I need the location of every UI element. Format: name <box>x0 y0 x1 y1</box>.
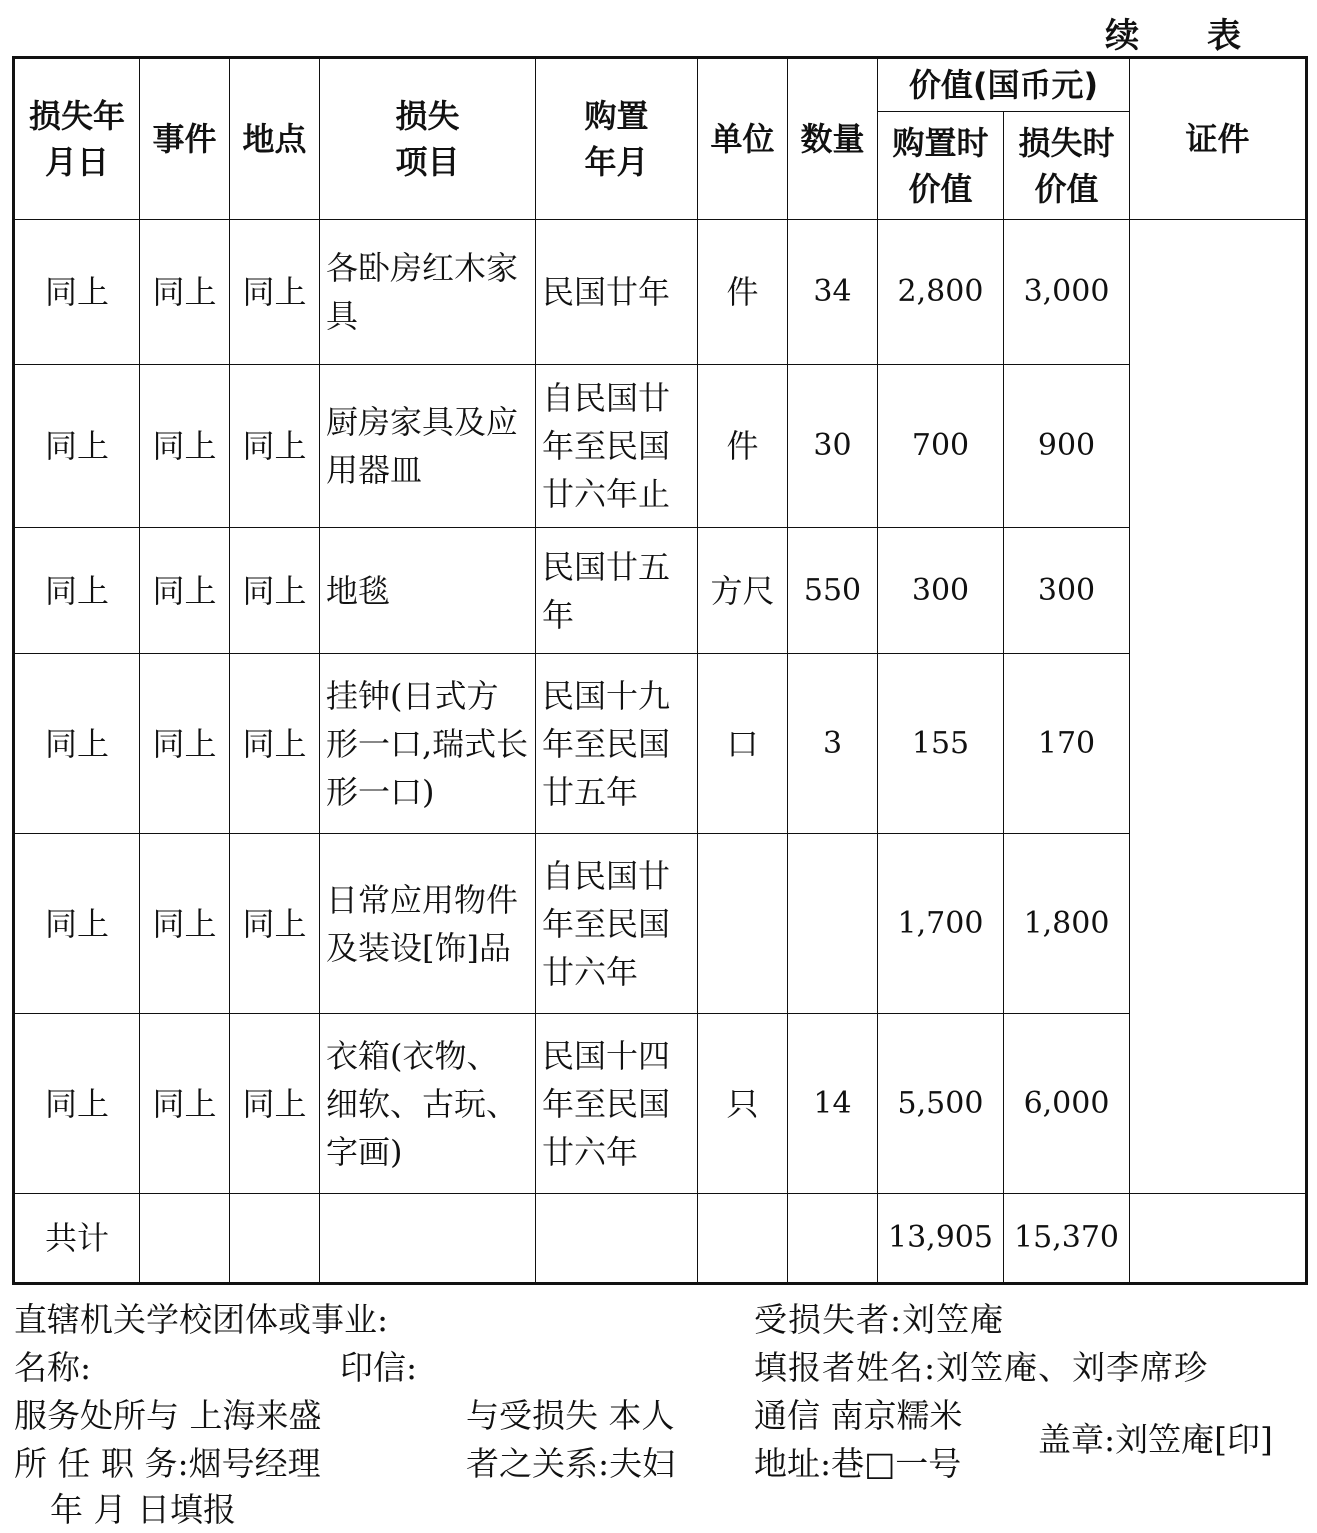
table-row <box>14 834 1307 1014</box>
cell-event: 同上 <box>140 654 230 834</box>
cell-place: 同上 <box>230 1014 320 1194</box>
cell-quantity: 3 <box>788 654 878 834</box>
header-date: 损失年 月日 <box>14 58 140 220</box>
cell-quantity: 34 <box>788 220 878 365</box>
cell-date: 同上 <box>14 1014 140 1194</box>
continued-table-label: 续 表 <box>1105 16 1269 56</box>
total-empty-cell <box>536 1194 698 1284</box>
form-footer <box>14 1298 1309 1528</box>
cell-quantity <box>788 834 878 1014</box>
table-row <box>14 1014 1307 1194</box>
cell-value-purchase: 1,700 <box>878 834 1004 1014</box>
seal-label: 印信: <box>340 1348 418 1387</box>
total-label: 共计 <box>14 1194 140 1284</box>
cell-event: 同上 <box>140 365 230 528</box>
cell-date: 同上 <box>14 220 140 365</box>
cell-value-purchase: 5,500 <box>878 1014 1004 1194</box>
cell-quantity: 14 <box>788 1014 878 1194</box>
cell-place: 同上 <box>230 654 320 834</box>
cell-quantity: 550 <box>788 528 878 654</box>
address-line-1: 通信 南京糯米 <box>754 1396 963 1435</box>
loss-table <box>12 56 1308 1285</box>
cell-place: 同上 <box>230 220 320 365</box>
cell-item: 日常应用物件及装设[饰]品 <box>320 834 536 1014</box>
cell-purchase-date: 民国十四年至民国廿六年 <box>536 1014 698 1194</box>
table-row <box>14 654 1307 834</box>
relation-value: 者之关系:夫妇 <box>466 1444 676 1483</box>
header-value-loss: 损失时 价值 <box>1004 112 1130 220</box>
stamp: 盖章:刘笠庵[印] <box>1038 1420 1273 1459</box>
total-empty-cell <box>140 1194 230 1284</box>
total-empty-cell <box>698 1194 788 1284</box>
header-purchase-date: 购置 年月 <box>536 58 698 220</box>
cell-purchase-date: 自民国廿年至民国廿六年 <box>536 834 698 1014</box>
total-empty-cell <box>320 1194 536 1284</box>
cell-place: 同上 <box>230 834 320 1014</box>
org-name-label-2: 名称: <box>14 1348 92 1387</box>
cell-value-loss: 170 <box>1004 654 1130 834</box>
header-certificate: 证件 <box>1130 58 1307 220</box>
report-date: 年 月 日填报 <box>50 1490 236 1529</box>
cell-date: 同上 <box>14 654 140 834</box>
cell-value-loss: 6,000 <box>1004 1014 1130 1194</box>
cell-purchase-date: 民国廿年 <box>536 220 698 365</box>
cell-value-loss: 3,000 <box>1004 220 1130 365</box>
relation-label: 与受损失 本人 <box>466 1396 675 1435</box>
org-name-label: 直辖机关学校团体或事业: <box>14 1300 389 1339</box>
cell-place: 同上 <box>230 365 320 528</box>
cell-unit: 只 <box>698 1014 788 1194</box>
cell-item: 挂钟(日式方形一口,瑞式长形一口) <box>320 654 536 834</box>
service-place: 服务处所与 上海来盛 <box>14 1396 322 1435</box>
cell-date: 同上 <box>14 365 140 528</box>
victim-name: 受损失者:刘笠庵 <box>754 1300 1005 1339</box>
header-unit: 单位 <box>698 58 788 220</box>
reporter-name: 填报者姓名:刘笠庵、刘李席珍 <box>754 1348 1209 1387</box>
cell-purchase-date: 自民国廿年至民国廿六年止 <box>536 365 698 528</box>
table-row <box>14 220 1307 365</box>
address-line-2: 地址:巷□一号 <box>754 1444 962 1483</box>
header-item: 损失 项目 <box>320 58 536 220</box>
table-row <box>14 365 1307 528</box>
total-empty-cell <box>788 1194 878 1284</box>
cell-item: 各卧房红木家具 <box>320 220 536 365</box>
header-value-purchase: 购置时 价值 <box>878 112 1004 220</box>
total-row <box>14 1194 1307 1284</box>
cell-value-loss: 900 <box>1004 365 1130 528</box>
cell-date: 同上 <box>14 834 140 1014</box>
cell-date: 同上 <box>14 528 140 654</box>
table-row <box>14 528 1307 654</box>
cell-place: 同上 <box>230 528 320 654</box>
cell-event: 同上 <box>140 528 230 654</box>
cell-value-loss: 1,800 <box>1004 834 1130 1014</box>
cell-unit: 件 <box>698 365 788 528</box>
cell-certificate <box>1130 220 1307 1194</box>
cell-value-purchase: 300 <box>878 528 1004 654</box>
cell-event: 同上 <box>140 220 230 365</box>
cell-unit: 件 <box>698 220 788 365</box>
cell-value-purchase: 2,800 <box>878 220 1004 365</box>
cell-item: 衣箱(衣物、细软、古玩、字画) <box>320 1014 536 1194</box>
total-empty-cell <box>1130 1194 1307 1284</box>
cell-value-purchase: 155 <box>878 654 1004 834</box>
cell-event: 同上 <box>140 834 230 1014</box>
cell-unit <box>698 834 788 1014</box>
cell-unit: 方尺 <box>698 528 788 654</box>
cell-value-loss: 300 <box>1004 528 1130 654</box>
cell-item: 地毯 <box>320 528 536 654</box>
cell-quantity: 30 <box>788 365 878 528</box>
position: 所 任 职 务:烟号经理 <box>14 1444 321 1483</box>
cell-unit: 口 <box>698 654 788 834</box>
header-event: 事件 <box>140 58 230 220</box>
total-empty-cell <box>230 1194 320 1284</box>
header-value-group: 价值(国币元) <box>878 58 1130 112</box>
cell-value-purchase: 700 <box>878 365 1004 528</box>
cell-event: 同上 <box>140 1014 230 1194</box>
cell-purchase-date: 民国十九年至民国廿五年 <box>536 654 698 834</box>
header-place: 地点 <box>230 58 320 220</box>
total-value-loss: 15,370 <box>1004 1194 1130 1284</box>
cell-item: 厨房家具及应用器皿 <box>320 365 536 528</box>
cell-purchase-date: 民国廿五年 <box>536 528 698 654</box>
header-quantity: 数量 <box>788 58 878 220</box>
total-value-purchase: 13,905 <box>878 1194 1004 1284</box>
